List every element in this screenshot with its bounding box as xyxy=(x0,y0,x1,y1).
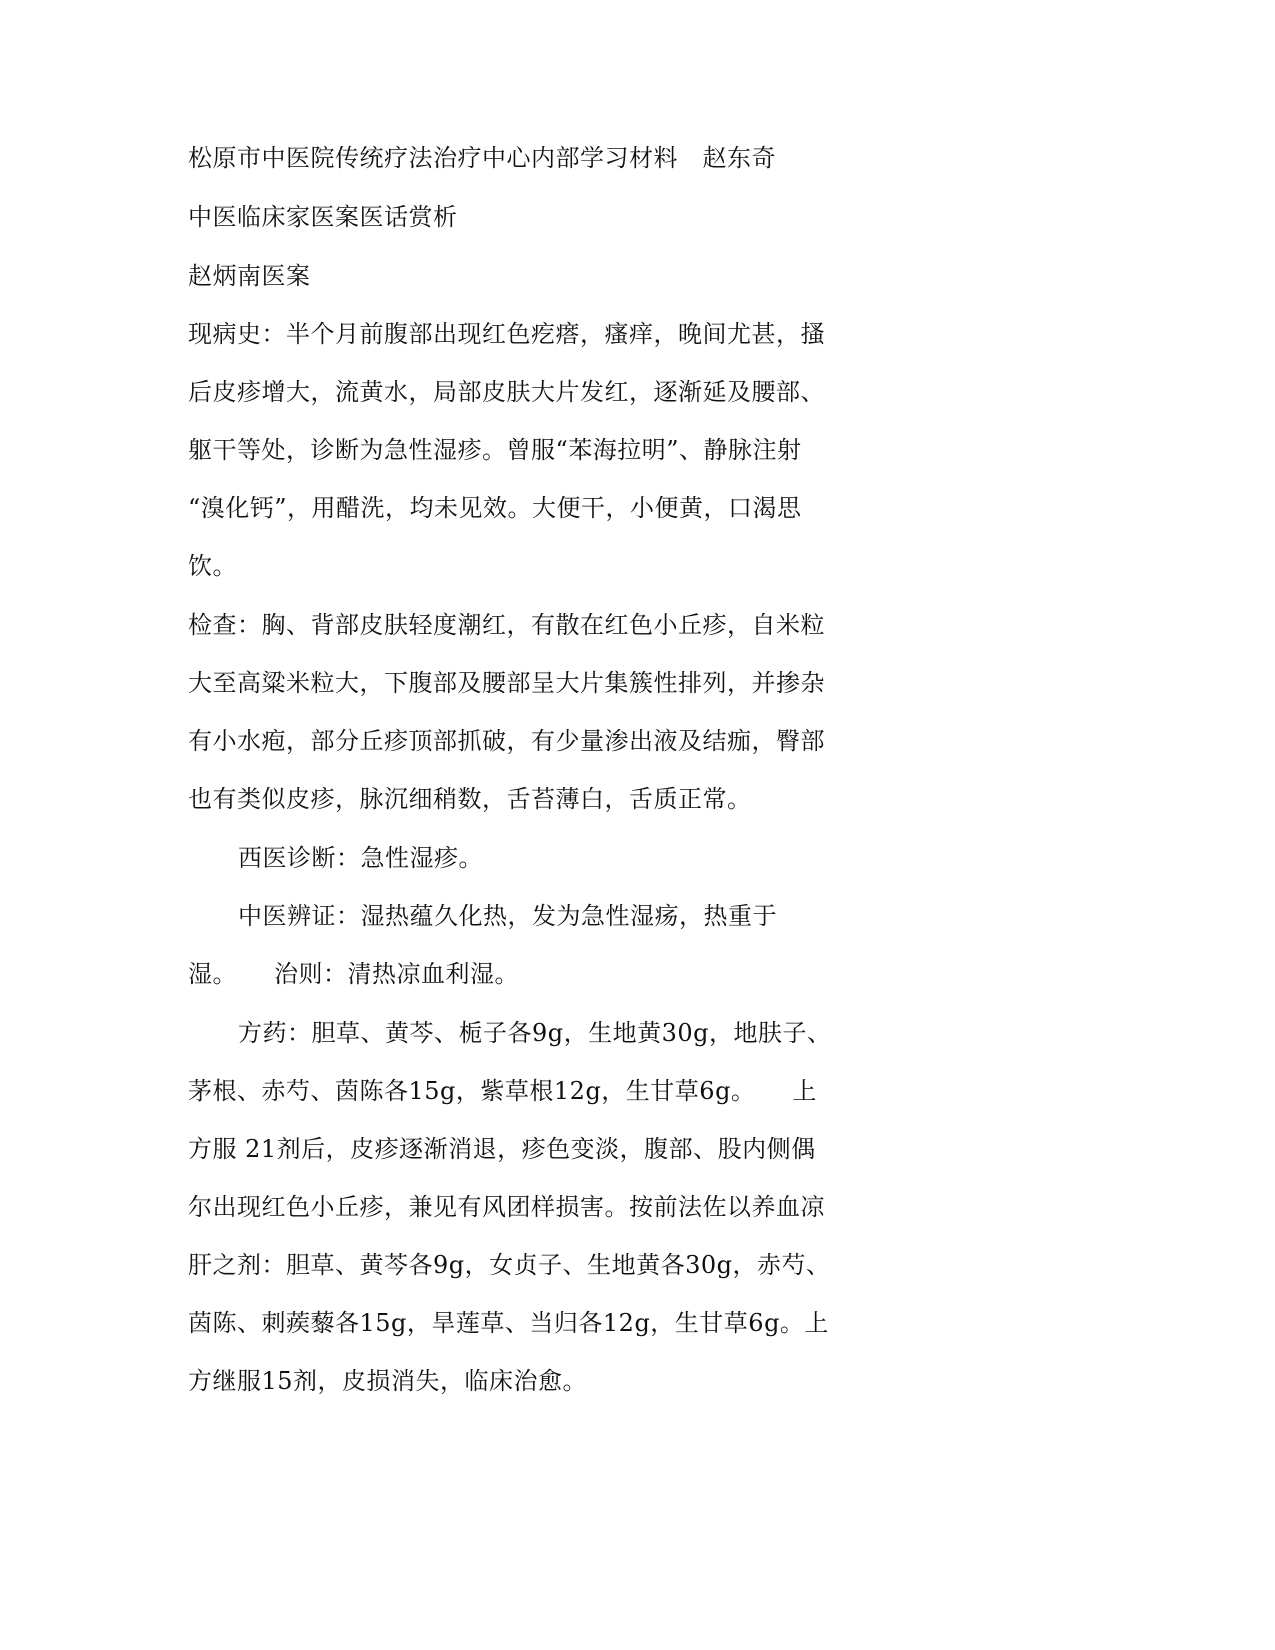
body-line: 尔出现红色小丘疹，兼见有风团样损害。按前法佐以养血凉 xyxy=(188,1193,825,1221)
body-line: 检查：胸、背部皮肤轻度潮红，有散在红色小丘疹，自米粒 xyxy=(188,611,825,639)
treatment-principle: 湿。 治则：清热凉血利湿。 xyxy=(188,960,519,988)
body-line: 方继服15剂，皮损消失，临床治愈。 xyxy=(188,1367,588,1395)
case-title: 赵炳南医案 xyxy=(188,262,311,290)
body-line: 躯干等处，诊断为急性湿疹。曾服“苯海拉明”、静脉注射 xyxy=(188,436,802,464)
diagnosis-tcm: 中医辨证：湿热蕴久化热，发为急性湿疡，热重于 xyxy=(238,902,777,930)
body-line: 现病史：半个月前腹部出现红色疙瘩，瘙痒，晚间尤甚，搔 xyxy=(188,320,825,348)
prescription-line: 方药：胆草、黄芩、栀子各9g，生地黄30g，地肤子、 xyxy=(238,1019,832,1047)
body-line: 肝之剂：胆草、黄芩各9g，女贞子、生地黄各30g，赤芍、 xyxy=(188,1251,831,1279)
body-line: 茅根、赤芍、茵陈各15g，紫草根12g，生甘草6g。 上 xyxy=(188,1077,817,1105)
body-line: “溴化钙”，用醋洗，均未见效。大便干，小便黄，口渴思 xyxy=(188,494,802,522)
body-line: 有小水疱，部分丘疹顶部抓破，有少量渗出液及结痂，臀部 xyxy=(188,727,825,755)
body-line: 也有类似皮疹，脉沉细稍数，舌苔薄白，舌质正常。 xyxy=(188,785,752,813)
body-line: 方服 21剂后，皮疹逐渐消退，疹色变淡，腹部、股内侧偶 xyxy=(188,1135,816,1163)
body-line: 后皮疹增大，流黄水，局部皮肤大片发红，逐渐延及腰部、 xyxy=(188,378,825,406)
diagnosis-western: 西医诊断：急性湿疹。 xyxy=(238,844,483,872)
body-line: 饮。 xyxy=(188,552,237,580)
document-title: 中医临床家医案医话赏析 xyxy=(188,203,458,231)
body-line: 大至高粱米粒大，下腹部及腰部呈大片集簇性排列，并掺杂 xyxy=(188,669,825,697)
document-header: 松原市中医院传统疗法治疗中心内部学习材料 赵东奇 xyxy=(188,144,776,172)
body-line: 茵陈、刺蒺藜各15g，旱莲草、当归各12g，生甘草6g。上 xyxy=(188,1309,829,1337)
